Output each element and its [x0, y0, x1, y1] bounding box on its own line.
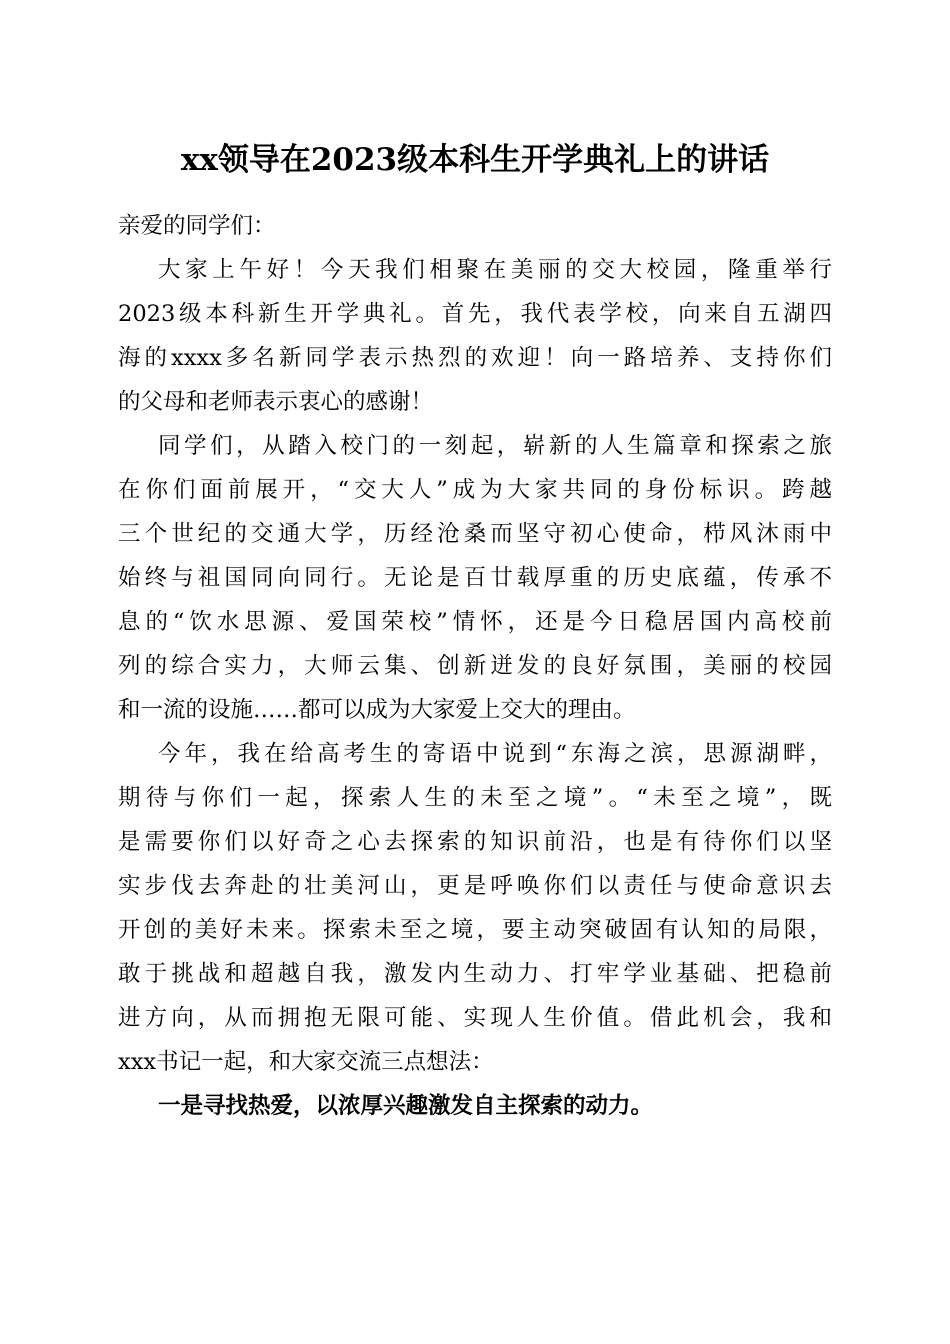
- paragraph-1-line-3: 海的xxxx多名新同学表示热烈的欢迎！向一路培养、支持你们: [118, 345, 832, 371]
- paragraph-3-line-6: 敢于挑战和超越自我，激发内生动力、打牢学业基础、把稳前: [118, 961, 832, 987]
- paragraph-2-line-3: 三个世纪的交通大学，历经沧桑而坚守初心使命，栉风沐雨中: [118, 521, 832, 547]
- paragraph-2-line-2: 在你们面前展开，“交大人”成为大家共同的身份标识。跨越: [118, 477, 832, 503]
- paragraph-3-line-3: 是需要你们以好奇之心去探索的知识前沿，也是有待你们以坚: [118, 829, 832, 855]
- paragraph-2-line-6: 列的综合实力，大师云集、创新迸发的良好氛围，美丽的校园: [118, 653, 832, 679]
- paragraph-1-line-4: 的父母和老师表示衷心的感谢！: [118, 389, 434, 415]
- paragraph-2-line-1: 同学们，从踏入校门的一刻起，崭新的人生篇章和探索之旅: [158, 433, 832, 459]
- paragraph-3-line-4: 实步伐去奔赴的壮美河山，更是呼唤你们以责任与使命意识去: [118, 873, 832, 899]
- paragraph-3-line-7: 进方向，从而拥抱无限可能、实现人生价值。借此机会，我和: [118, 1005, 832, 1031]
- greeting-line: 亲爱的同学们：: [118, 213, 276, 239]
- document-title: xx领导在2023级本科生开学典礼上的讲话: [180, 142, 770, 178]
- paragraph-1-line-1: 大家上午好！今天我们相聚在美丽的交大校园，隆重举行: [158, 257, 832, 283]
- paragraph-3-line-5: 开创的美好未来。探索未至之境，要主动突破固有认知的局限，: [118, 917, 832, 943]
- paragraph-1-line-2: 2023级本科新生开学典礼。首先，我代表学校，向来自五湖四: [118, 301, 832, 327]
- paragraph-2-line-7: 和一流的设施……都可以成为大家爱上交大的理由。: [118, 697, 636, 723]
- paragraph-3-line-1: 今年，我在给高考生的寄语中说到“东海之滨，思源湖畔，: [158, 741, 832, 767]
- paragraph-2-line-5: 息的“饮水思源、爱国荣校”情怀，还是今日稳居国内高校前: [118, 609, 832, 635]
- paragraph-3-line-2: 期待与你们一起，探索人生的未至之境”。“未至之境”，既: [118, 785, 832, 811]
- section-heading-1: 一是寻找热爱，以浓厚兴趣激发自主探索的动力。: [158, 1093, 654, 1119]
- paragraph-2-line-4: 始终与祖国同向同行。无论是百廿载厚重的历史底蕴，传承不: [118, 565, 832, 591]
- paragraph-3-line-8: xxx书记一起，和大家交流三点想法：: [118, 1049, 494, 1075]
